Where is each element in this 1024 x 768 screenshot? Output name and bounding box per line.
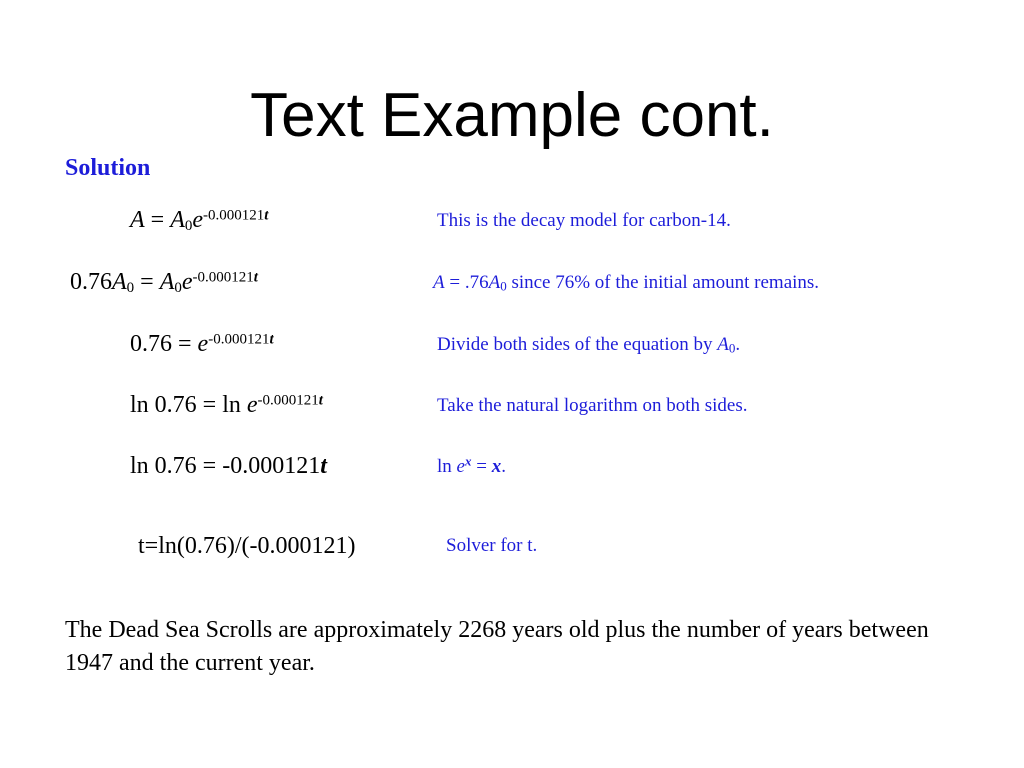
slide-title: Text Example cont. [250, 81, 774, 150]
equation-substitute-amount: $0.76A_0 = A_0e^{-0.000121t}$ [70, 269, 258, 296]
equation-decay-model: $A = A_0e^{-0.000121t}$ [130, 207, 269, 234]
equation-simplify: ln 0.76 = -0.000121t [130, 453, 327, 479]
note-solve: Solver for t. [446, 535, 538, 556]
note-divide: Divide both sides of the equation by $A_0$. [437, 334, 741, 356]
note-substitute-amount: $A = .76A_0$ since 76% of the initial amount remains. [433, 272, 820, 294]
note-natural-log: Take the natural logarithm on both sides. [437, 395, 748, 416]
equation-solve: t=ln(0.76)/(-0.000121) [138, 533, 356, 559]
note-decay-model: This is the decay model for carbon-14. [437, 210, 731, 231]
equation-divide: $0.76 = e^{-0.000121t}$ [130, 331, 274, 357]
conclusion-text: The Dead Sea Scrolls are approximately 2268 years old plus the number of years between 1947 and the current year. [65, 617, 929, 676]
solution-heading: Solution [65, 155, 151, 181]
equation-natural-log: $\ln 0.76 = \ln e^{-0.000121t}$ [130, 392, 323, 418]
note-simplify: $\ln e^x = x$. [437, 453, 506, 477]
